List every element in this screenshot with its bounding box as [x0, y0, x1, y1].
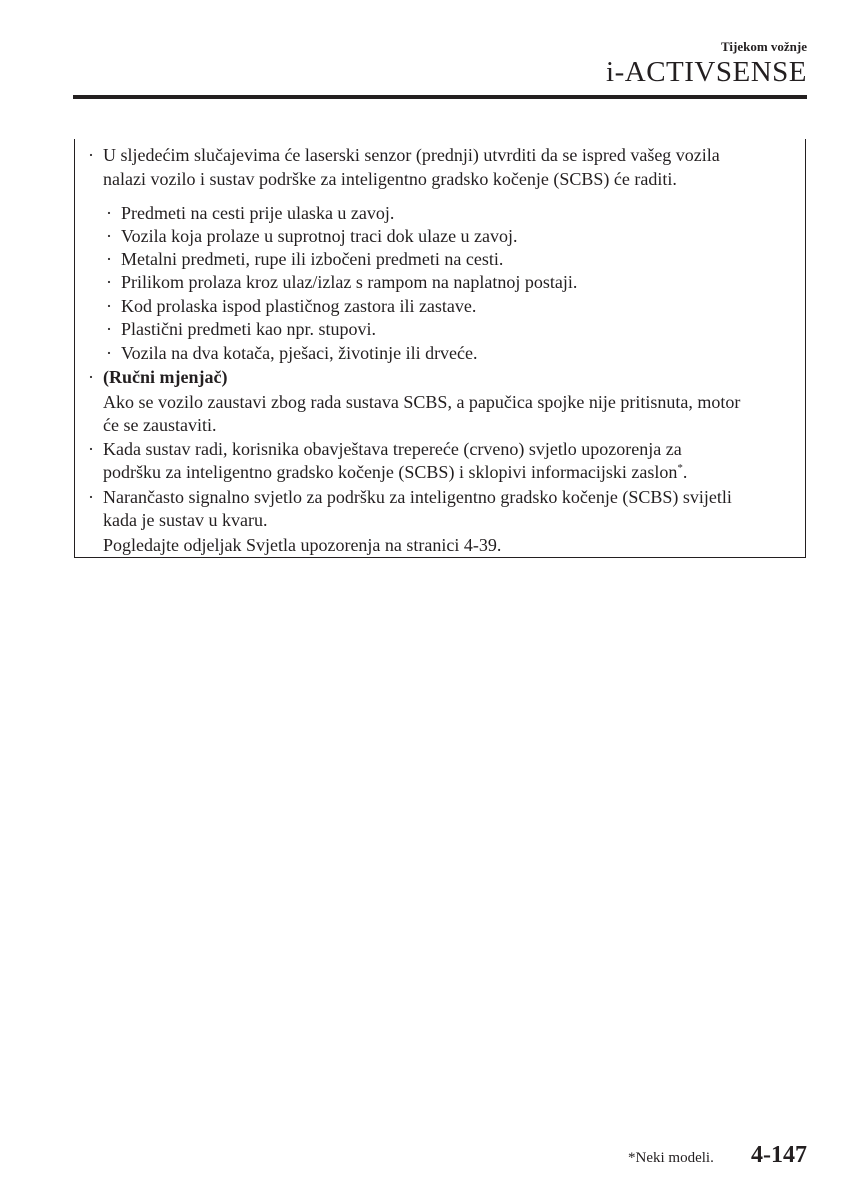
reference-link[interactable]: Pogledajte odjeljak Svjetla upozorenja na stranici 4-39. [103, 535, 502, 555]
bullet-dot: · [106, 226, 112, 246]
case-item-7: Vozila na dva kotača, pješaci, životinje ili drveće. [121, 343, 478, 363]
case-item-5: Kod prolaska ispod plastičnog zastora ili zastave. [121, 296, 477, 316]
footnote-mark: * [677, 462, 683, 474]
bullet-dot: · [88, 145, 94, 165]
intro-line-2: nalazi vozilo i sustav podrške za inteligentno gradsko kočenje (SCBS) će raditi. [103, 169, 677, 189]
case-item-3: Metalni predmeti, rupe ili izbočeni predmeti na cesti. [121, 249, 504, 269]
bullet-dot: · [106, 343, 112, 363]
bullet-dot: · [106, 203, 112, 223]
bullet-dot: · [106, 249, 112, 269]
warning-line-1: Kada sustav radi, korisnika obavještava treperеće (crveno) svjetlo upozorenja za [103, 439, 682, 459]
bullet-dot: · [106, 296, 112, 316]
manual-line-1: Ako se vozilo zaustavi zbog rada sustava SCBS, a papučica spojke nije pritisnuta, motor [103, 392, 741, 412]
bullet-dot: · [88, 367, 94, 387]
malfunction-line-1: Narančasto signalno svjetlo za podršku za inteligentno gradsko kočenje (SCBS) svijetli [103, 487, 732, 507]
warning-line-2-text: podršku za inteligentno gradsko kočenje (SCBS) i sklopivi informacijski zaslon [103, 462, 678, 482]
malfunction-line-2: kada je sustav u kvaru. [103, 510, 268, 530]
manual-heading: (Ručni mjenjač) [103, 367, 228, 387]
header-rule [73, 95, 807, 99]
case-item-2: Vozila koja prolaze u suprotnoj traci dok ulaze u zavoj. [121, 226, 518, 246]
case-item-4: Prilikom prolaza kroz ulaz/izlaz s rampom na naplatnoj postaji. [121, 272, 578, 292]
case-item-6: Plastični predmeti kao npr. stupovi. [121, 319, 376, 339]
page-number: 4-147 [751, 1142, 807, 1168]
warning-line-2-end: . [682, 462, 688, 482]
intro-line-1: U sljedećim slučajevima će laserski senzor (prednji) utvrditi da se ispred vašeg vozila [103, 145, 720, 165]
warning-line-2 [103, 461, 687, 484]
chapter-title: i-ACTIVSENSE [606, 56, 807, 88]
bullet-dot: · [88, 439, 94, 459]
manual-line-2: će se zaustaviti. [103, 415, 217, 435]
bullet-dot: · [106, 319, 112, 339]
section-title: Tijekom vožnje [720, 39, 807, 54]
case-item-1: Predmeti na cesti prije ulaska u zavoj. [121, 203, 395, 223]
bullet-dot: · [106, 272, 112, 292]
bullet-dot: · [88, 487, 94, 507]
footnote: *Neki modeli. [628, 1150, 714, 1166]
